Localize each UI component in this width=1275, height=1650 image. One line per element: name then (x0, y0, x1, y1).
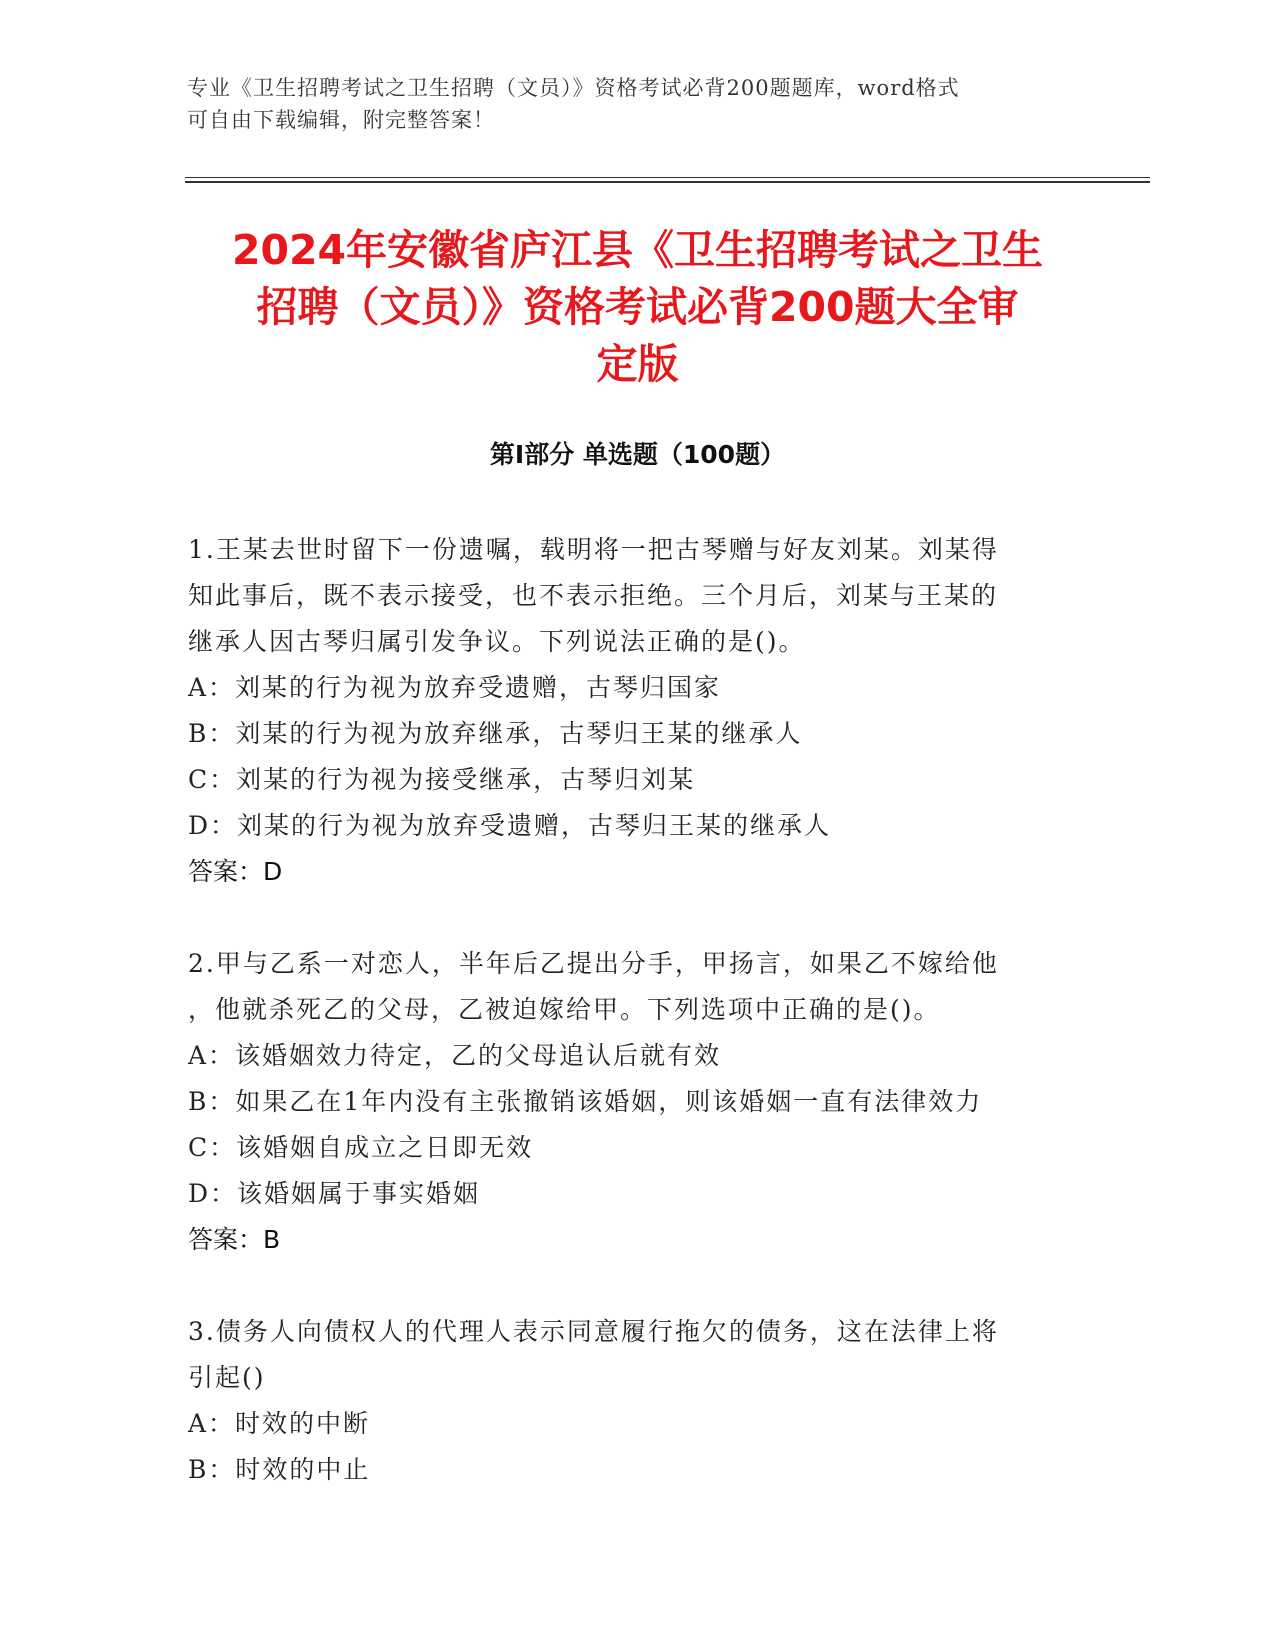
question-3 (188, 1309, 1088, 1493)
option-b: B：刘某的行为视为放弃继承，古琴归王某的继承人 (188, 719, 803, 748)
option-d: D：该婚姻属于事实婚姻 (188, 1179, 481, 1208)
question-stem-line: 引起() (188, 1363, 266, 1392)
question-1 (188, 527, 1088, 895)
option-c: C：刘某的行为视为接受继承，古琴归刘某 (188, 765, 696, 794)
title-line: 招聘（文员）》资格考试必背200题大全审 (256, 283, 1019, 331)
option-d: D：刘某的行为视为放弃受遗赠，古琴归王某的继承人 (188, 811, 832, 840)
question-list (188, 527, 1088, 1539)
option-b: B：如果乙在1年内没有主张撤销该婚姻，则该婚姻一直有法律效力 (188, 1087, 983, 1116)
question-stem-line: 3.债务人向债权人的代理人表示同意履行拖欠的债务，这在法律上将 (188, 1317, 999, 1346)
header-line: 专业《卫生招聘考试之卫生招聘（文员）》资格考试必背200题题库，word格式 (187, 76, 960, 100)
header-divider-thin (185, 177, 1150, 178)
document-title (150, 222, 1125, 393)
option-a: A：刘某的行为视为放弃受遗赠，古琴归国家 (188, 673, 722, 702)
title-line: 定版 (596, 340, 679, 388)
header-line: 可自由下载编辑，附完整答案！ (187, 108, 495, 132)
header-divider-thick (185, 181, 1150, 183)
option-a: A：时效的中断 (188, 1409, 371, 1438)
answer-label: 答案：B (188, 1225, 281, 1254)
answer-label: 答案：D (188, 857, 283, 886)
page-header (187, 72, 1087, 136)
section-heading: 第Ⅰ部分 单选题（100题） (489, 440, 786, 469)
title-line: 2024年安徽省庐江县《卫生招聘考试之卫生 (231, 226, 1044, 274)
question-2 (188, 941, 1088, 1263)
question-stem-line: 2.甲与乙系一对恋人，半年后乙提出分手，甲扬言，如果乙不嫁给他 (188, 949, 999, 978)
question-stem-line: 1.王某去世时留下一份遗嘱，载明将一把古琴赠与好友刘某。刘某得 (188, 535, 999, 564)
option-b: B：时效的中止 (188, 1455, 371, 1484)
option-a: A：该婚姻效力待定，乙的父母追认后就有效 (188, 1041, 722, 1070)
question-stem-line: ，他就杀死乙的父母，乙被迫嫁给甲。下列选项中正确的是()。 (188, 995, 941, 1024)
question-stem-line: 继承人因古琴归属引发争议。下列说法正确的是()。 (188, 627, 806, 656)
option-c: C：该婚姻自成立之日即无效 (188, 1133, 534, 1162)
question-stem-line: 知此事后，既不表示接受，也不表示拒绝。三个月后，刘某与王某的 (188, 581, 999, 610)
